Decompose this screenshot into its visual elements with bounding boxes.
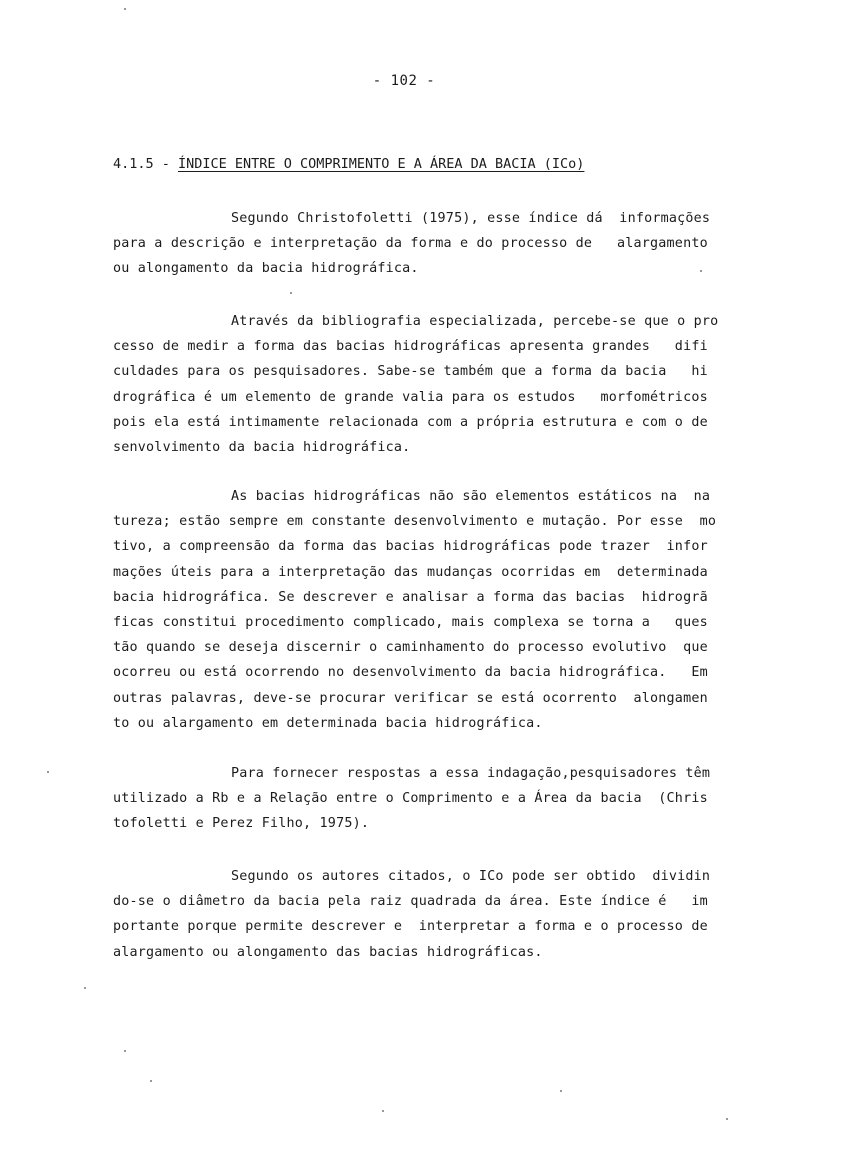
paragraph-line: ficas constitui procedimento complicado, mais complexa se torna a ques xyxy=(113,614,708,630)
paragraph-line: As bacias hidrográficas não são elementos estáticos na na xyxy=(231,489,711,504)
paragraph-line: portante porque permite descrever e interpretar a forma e o processo de xyxy=(113,919,708,935)
paragraph-line: para a descrição e interpretação da forma e do processo de alargamento xyxy=(113,236,708,252)
scan-speck xyxy=(124,8,126,10)
paragraph-line: tão quando se deseja discernir o caminhamento do processo evolutivo que xyxy=(113,640,708,656)
paragraph-line: alargamento ou alongamento das bacias hidrográficas. xyxy=(113,944,543,960)
paragraph-line: cesso de medir a forma das bacias hidrográficas apresenta grandes difi xyxy=(113,339,708,355)
section-number: 4.1.5 - xyxy=(113,156,179,172)
paragraph-4 xyxy=(113,761,723,837)
section-heading xyxy=(113,156,584,172)
scan-speck xyxy=(290,292,292,294)
scan-speck xyxy=(726,1118,728,1120)
paragraph-line: outras palavras, deve-se procurar verificar se está ocorrento alongamen xyxy=(113,690,708,706)
paragraph-line: utilizado a Rb e a Relação entre o Comprimento e a Área da bacia (Chris xyxy=(113,791,708,807)
paragraph-2 xyxy=(113,309,723,460)
scan-speck xyxy=(382,1110,384,1112)
paragraph-line: mações úteis para a interpretação das mudanças ocorridas em determinada xyxy=(113,564,708,580)
paragraph-line: tivo, a compreensão da forma das bacias hidrográficas pode trazer infor xyxy=(113,539,708,555)
paragraph-line: ocorreu ou está ocorrendo no desenvolvimento da bacia hidrográfica. Em xyxy=(113,665,708,681)
paragraph-line: pois ela está intimamente relacionada com a própria estrutura e com o de xyxy=(113,414,708,430)
paragraph-line: drográfica é um elemento de grande valia para os estudos morfométricos xyxy=(113,389,708,405)
paragraph-line: tureza; estão sempre em constante desenvolvimento e mutação. Por esse mo xyxy=(113,514,717,530)
paragraph-line: culdades para os pesquisadores. Sabe-se também que a forma da bacia hi xyxy=(113,364,708,380)
paragraph-line: to ou alargamento em determinada bacia hidrográfica. xyxy=(113,715,543,731)
paragraph-line: tofoletti e Perez Filho, 1975). xyxy=(113,816,370,832)
paragraph-line: Segundo Christofoletti (1975), esse índice dá informações xyxy=(231,211,711,226)
scan-speck xyxy=(47,771,49,773)
paragraph-line: bacia hidrográfica. Se descrever e analisar a forma das bacias hidrogrã xyxy=(113,589,708,605)
paragraph-1 xyxy=(113,206,723,282)
paragraph-line: senvolvimento da bacia hidrográfica. xyxy=(113,439,411,455)
scan-speck xyxy=(150,1080,152,1082)
paragraph-line: Segundo os autores citados, o ICo pode ser obtido dividin xyxy=(231,869,711,884)
page-number: - 102 - xyxy=(372,73,436,89)
scan-speck xyxy=(84,987,86,989)
paragraph-line: ou alongamento da bacia hidrográfica. xyxy=(113,261,419,277)
section-title: ÍNDICE ENTRE O COMPRIMENTO E A ÁREA DA BACIA (ICo) xyxy=(178,156,585,172)
scan-speck xyxy=(700,270,702,272)
paragraph-line: do-se o diâmetro da bacia pela raiz quadrada da área. Este índice é im xyxy=(113,894,708,910)
paragraph-line: Para fornecer respostas a essa indagação,pesquisadores têm xyxy=(231,766,711,781)
scan-speck xyxy=(124,1050,126,1052)
paragraph-line: Através da bibliografia especializada, percebe-se que o pro xyxy=(231,314,719,329)
scan-speck xyxy=(560,1090,562,1092)
paragraph-3 xyxy=(113,484,723,736)
paragraph-5 xyxy=(113,864,723,965)
